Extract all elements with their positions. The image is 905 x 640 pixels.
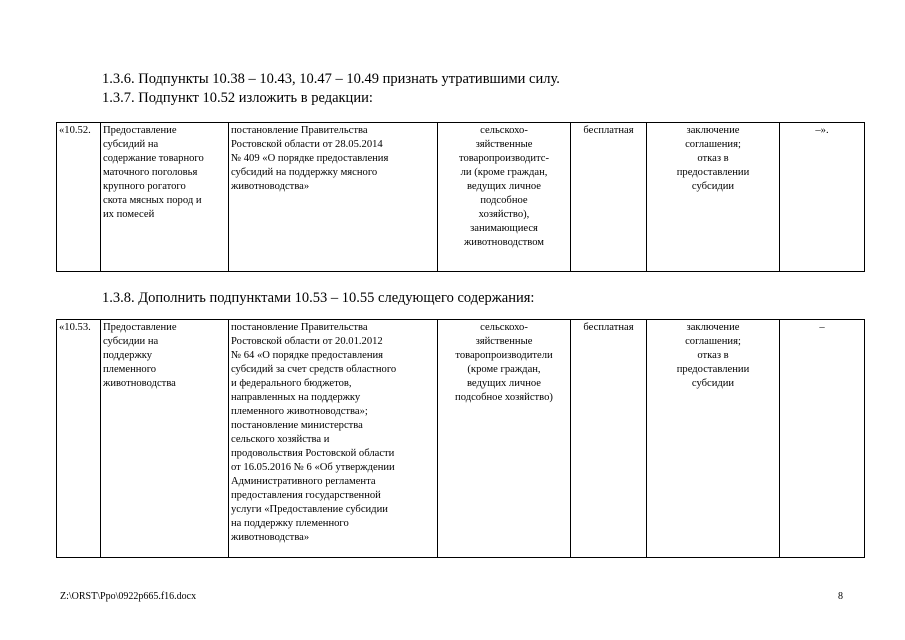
cell-line: скота мясных пород и [103,195,202,206]
cell-service-name [101,123,229,272]
cell-line: от 16.05.2016 № 6 «Об утверждении [231,462,395,473]
cell-line: подсобное хозяйство) [455,392,553,403]
cell-line: постановление Правительства [231,322,368,333]
cell-line: субсидий на [103,139,159,150]
cell-line: животноводства [103,378,176,389]
cell-line: животноводством [463,237,545,248]
cell-line: и федерального бюджетов, [231,378,352,389]
cell-line: соглашения; [685,336,741,347]
paragraph-1-3-7: 1.3.7. Подпункт 10.52 изложить в редакции: [102,90,373,106]
cell-line: занимающиеся [470,223,538,234]
cell-line: (кроме граждан, [467,364,541,375]
cell-line: предоставления государственной [231,490,381,501]
footer-file-path: Z:\ORST\Ppo\0922p665.f16.docx [60,591,197,602]
cell-line: постановление министерства [231,420,363,431]
cell-line: племенного [103,364,157,375]
cell-line: племенного животноводства»; [231,406,368,417]
cell-line: субсидии [691,378,735,389]
cell-line: Предоставление [103,125,177,136]
cell-line: услуги «Предоставление субсидии [231,504,388,515]
paragraph-1-3-6: 1.3.6. Подпункты 10.38 – 10.43, 10.47 – 10.49 признать утратившими силу. [102,71,560,87]
cell-line: ведущих личное [466,378,542,389]
cell-payment: бесплатная [571,123,647,272]
cell-line: сельскохо- [480,125,528,136]
cell-line: субсидии на [103,336,159,347]
cell-line: поддержку [103,350,153,361]
cell-line: сельскохо- [480,322,528,333]
cell-result [647,320,780,558]
cell-service-name [101,320,229,558]
cell-line: Ростовской области от 20.01.2012 [231,336,383,347]
cell-line: хозяйство), [478,209,530,220]
cell-recipients [438,123,571,272]
table-row [57,320,865,558]
cell-result [647,123,780,272]
cell-line: зяйственные [475,139,533,150]
cell-line: Административного регламента [231,476,376,487]
cell-line: животноводства» [231,181,310,192]
cell-line: животноводства» [231,532,310,543]
cell-line: предоставлении [676,364,750,375]
cell-line: ли (кроме граждан, [460,167,548,178]
cell-line: содержание товарного [103,153,204,164]
table-subitem-10-52 [56,122,865,272]
cell-line: крупного рогатого [103,181,186,192]
cell-last: – [780,320,865,558]
cell-line: соглашения; [685,139,741,150]
cell-line: ведущих личное [466,181,542,192]
cell-recipients [438,320,571,558]
cell-line: на поддержку племенного [231,518,349,529]
page-number: 8 [838,591,843,602]
table-subitem-10-53 [56,319,865,558]
cell-payment: бесплатная [571,320,647,558]
cell-legal-basis [229,123,438,272]
cell-line: направленных на поддержку [231,392,361,403]
cell-line: зяйственные [475,336,533,347]
cell-line: субсидий на поддержку мясного [231,167,378,178]
cell-line: Предоставление [103,322,177,333]
cell-number: «10.53. [57,320,101,558]
cell-line: продовольствия Ростовской области [231,448,395,459]
cell-line: Ростовской области от 28.05.2014 [231,139,383,150]
cell-line: постановление Правительства [231,125,368,136]
cell-last: –». [780,123,865,272]
cell-line: отказ в [697,350,729,361]
cell-line: отказ в [697,153,729,164]
cell-line: субсидий за счет средств областного [231,364,397,375]
paragraph-1-3-8: 1.3.8. Дополнить подпунктами 10.53 – 10.55 следующего содержания: [102,290,535,306]
cell-line: товаропроизводитс- [458,153,550,164]
cell-number: «10.52. [57,123,101,272]
cell-line: заключение [686,322,740,333]
cell-line: субсидии [691,181,735,192]
cell-line: их помесей [103,209,155,220]
cell-line: сельского хозяйства и [231,434,330,445]
cell-line: товаропроизводители [455,350,553,361]
cell-line: № 409 «О порядке предоставления [231,153,389,164]
table-row [57,123,865,272]
cell-line: маточного поголовья [103,167,198,178]
cell-legal-basis [229,320,438,558]
cell-line: заключение [686,125,740,136]
cell-line: № 64 «О порядке предоставления [231,350,384,361]
cell-line: предоставлении [676,167,750,178]
cell-line: подсобное [480,195,528,206]
